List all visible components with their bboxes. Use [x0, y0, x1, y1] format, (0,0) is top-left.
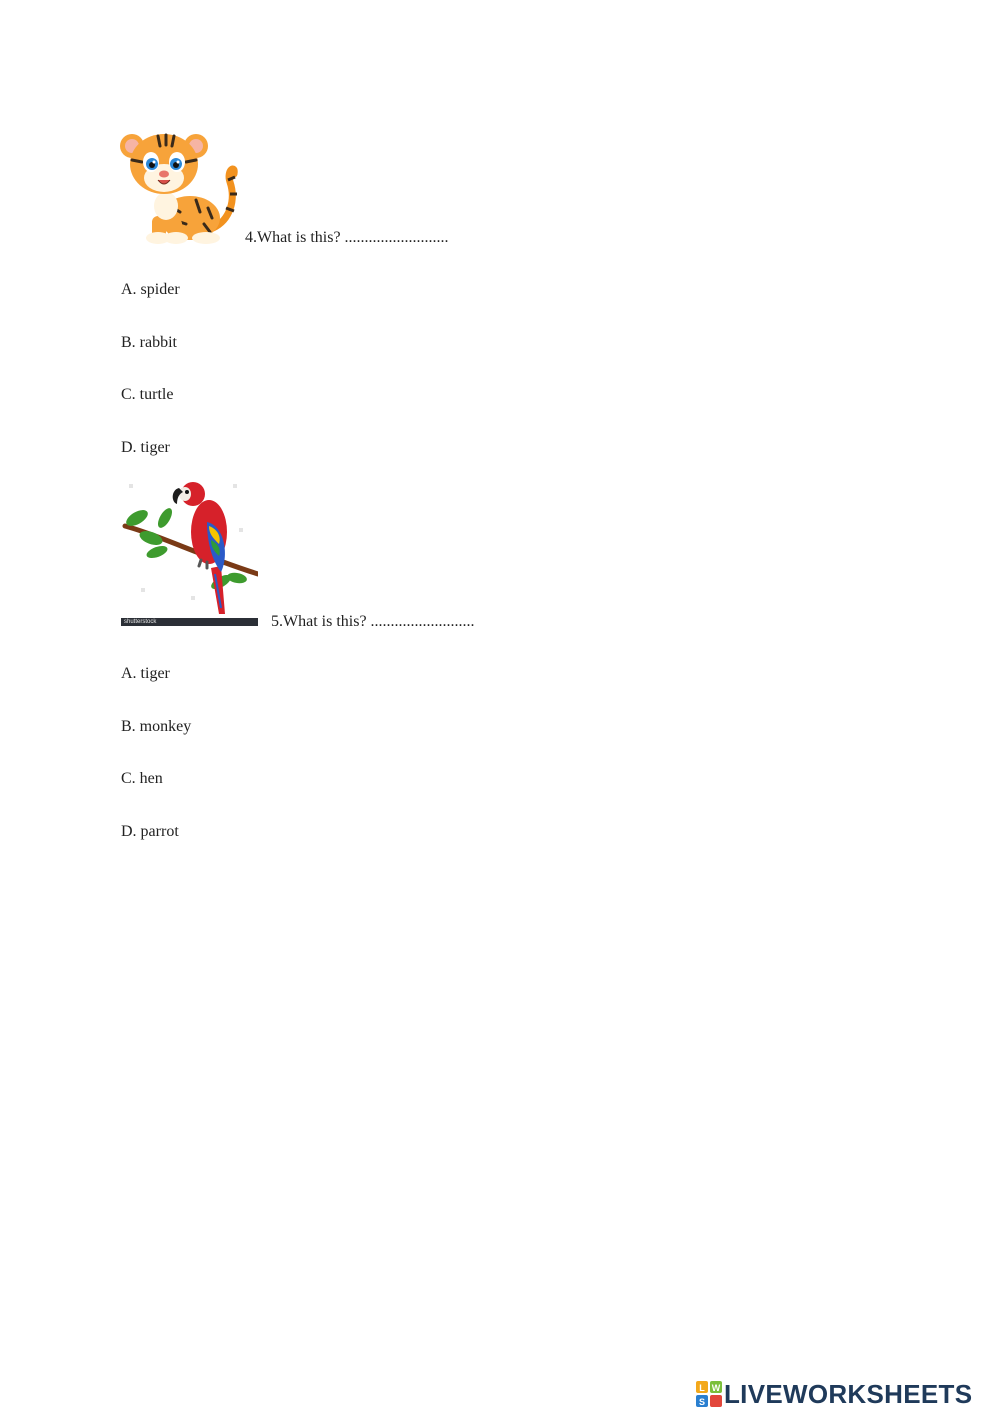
- question-5-option-d[interactable]: D. parrot: [121, 823, 179, 840]
- liveworksheets-logo: [696, 1374, 972, 1414]
- liveworksheets-brand-text: LIVEWORKSHEETS: [724, 1378, 973, 1409]
- question-4-option-c[interactable]: C. turtle: [121, 386, 174, 403]
- question-5-option-c[interactable]: C. hen: [121, 770, 163, 787]
- stock-watermark-label: shutterstock: [124, 619, 157, 625]
- svg-text:L: L: [699, 1383, 705, 1393]
- question-4-option-b[interactable]: B. rabbit: [121, 334, 177, 351]
- question-5-option-b[interactable]: B. monkey: [121, 718, 192, 735]
- stock-watermark-bar: [121, 618, 258, 626]
- tiger-cub-picture: [118, 120, 240, 246]
- svg-text:S: S: [698, 1397, 706, 1407]
- liveworksheets-logo-icon: [696, 1381, 722, 1407]
- question-5-option-a[interactable]: A. tiger: [121, 665, 170, 682]
- svg-text:W: W: [711, 1383, 721, 1393]
- question-5-prompt: 5.What is this? ..........................: [271, 613, 475, 630]
- question-4-prompt: 4.What is this? ..........................: [245, 229, 449, 246]
- parrot-on-branch-picture: [121, 478, 258, 618]
- question-4-option-a[interactable]: A. spider: [121, 281, 180, 298]
- question-4-option-d[interactable]: D. tiger: [121, 439, 170, 456]
